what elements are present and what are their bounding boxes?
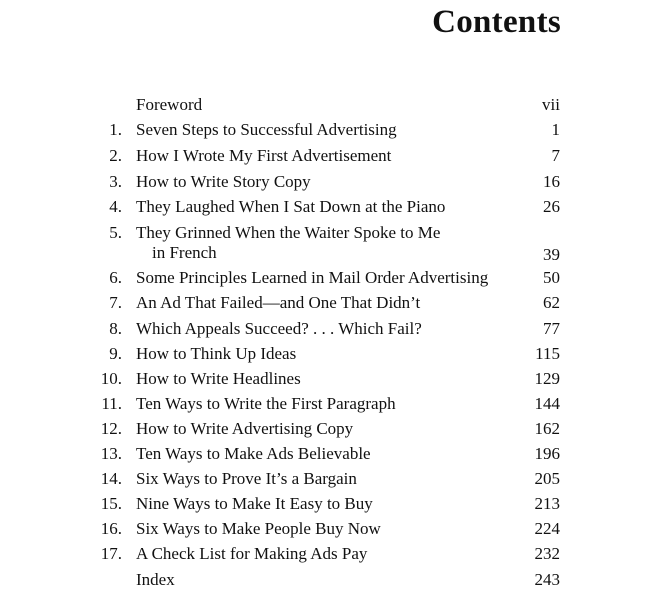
entry-page-number: 7	[551, 146, 560, 165]
toc-entry-chapter-1[interactable]	[0, 120, 650, 144]
toc-entry-index[interactable]	[0, 570, 650, 594]
entry-title-text: How to Write Advertising Copy	[136, 419, 354, 438]
entry-title-text: Ten Ways to Write the First Paragraph	[136, 394, 396, 413]
entry-number: 9.	[109, 344, 122, 363]
entry-page-number: 213	[534, 494, 560, 513]
entry-title-text: How to Write Headlines	[136, 369, 301, 388]
page-title: Contents	[432, 4, 561, 40]
entry-number: 17.	[100, 544, 122, 563]
entry-title	[136, 95, 531, 115]
entry-title-text: They Laughed When I Sat Down at the Piano	[136, 197, 446, 216]
entry-number: 6.	[109, 268, 122, 287]
entry-title-text: How I Wrote My First Advertisement	[136, 146, 392, 165]
entry-page-number: 196	[534, 444, 560, 463]
entry-number: 13.	[100, 444, 122, 463]
entry-title	[136, 394, 531, 414]
toc-entry-chapter-4[interactable]	[0, 197, 650, 221]
entry-title-text: An Ad That Failed—and One That Didn’t	[136, 293, 421, 312]
entry-number: 3.	[109, 172, 122, 191]
entry-page-number: 224	[534, 519, 560, 538]
entry-page-number: 50	[543, 268, 560, 287]
entry-title	[136, 172, 531, 192]
entry-number: 11.	[101, 394, 122, 413]
entry-number: 2.	[109, 146, 122, 165]
toc-entry-foreword[interactable]	[0, 95, 650, 119]
entry-title	[136, 197, 531, 217]
entry-page-number: 26	[543, 197, 560, 216]
toc-entry-chapter-16[interactable]	[0, 519, 650, 543]
entry-title	[136, 344, 531, 364]
toc-entry-chapter-13[interactable]	[0, 444, 650, 468]
entry-page-number: 77	[543, 319, 560, 338]
entry-number: 12.	[100, 419, 122, 438]
entry-title	[136, 223, 531, 263]
entry-page-number: 243	[534, 570, 560, 589]
entry-title	[136, 544, 531, 564]
entry-title-text: Seven Steps to Successful Advertising	[136, 120, 397, 139]
toc-entry-chapter-7[interactable]	[0, 293, 650, 317]
entry-title	[136, 146, 531, 166]
entry-title	[136, 570, 531, 590]
entry-number: 7.	[109, 293, 122, 312]
entry-page-number: 115	[535, 344, 560, 363]
entry-title-text: Index	[136, 570, 175, 589]
entry-number: 14.	[100, 469, 122, 488]
entry-title-text: They Grinned When the Waiter Spoke to Me	[136, 223, 441, 242]
entry-title-text: A Check List for Making Ads Pay	[136, 544, 368, 563]
entry-title	[136, 369, 531, 389]
toc-entry-chapter-17[interactable]	[0, 544, 650, 568]
entry-number: 10.	[100, 369, 122, 388]
entry-title	[136, 419, 531, 439]
entry-title	[136, 120, 531, 140]
entry-title-text: Nine Ways to Make It Easy to Buy	[136, 494, 373, 513]
entry-title-text: Some Principles Learned in Mail Order Advertising	[136, 268, 489, 287]
entry-title-text: How to Think Up Ideas	[136, 344, 297, 363]
entry-number: 16.	[100, 519, 122, 538]
entry-title	[136, 519, 531, 539]
entry-number: 15.	[100, 494, 122, 513]
entry-title-text: Which Appeals Succeed? . . . Which Fail?	[136, 319, 422, 338]
entry-page-number: 16	[543, 172, 560, 191]
entry-page-number: 162	[534, 419, 560, 438]
entry-title-continuation: in French	[152, 243, 217, 262]
entry-title-text: How to Write Story Copy	[136, 172, 311, 191]
entry-page-number: vii	[542, 95, 560, 114]
entry-title-text: Foreword	[136, 95, 203, 114]
entry-title	[136, 319, 531, 339]
entry-title	[136, 469, 531, 489]
entry-title	[136, 494, 531, 514]
toc-entry-chapter-10[interactable]	[0, 369, 650, 393]
entry-page-number: 129	[534, 369, 560, 388]
toc-entry-chapter-2[interactable]	[0, 146, 650, 170]
entry-title-text: Six Ways to Make People Buy Now	[136, 519, 381, 538]
entry-page-number: 232	[534, 544, 560, 563]
toc-entry-chapter-15[interactable]	[0, 494, 650, 518]
toc-entry-chapter-12[interactable]	[0, 419, 650, 443]
entry-page-number: 62	[543, 293, 560, 312]
toc-entry-chapter-6[interactable]	[0, 268, 650, 292]
entry-number: 1.	[109, 120, 122, 139]
toc-entry-chapter-14[interactable]	[0, 469, 650, 493]
entry-number: 5.	[109, 223, 122, 242]
entry-page-number: 39	[543, 245, 560, 264]
toc-entry-chapter-8[interactable]	[0, 319, 650, 343]
entry-title	[136, 444, 531, 464]
toc-entry-chapter-5[interactable]	[0, 223, 650, 267]
entry-number: 8.	[109, 319, 122, 338]
entry-page-number: 1	[551, 120, 560, 139]
entry-page-number: 205	[534, 469, 560, 488]
entry-title-text: Six Ways to Prove It’s a Bargain	[136, 469, 357, 488]
entry-title	[136, 268, 531, 288]
toc-entry-chapter-11[interactable]	[0, 394, 650, 418]
toc-entry-chapter-3[interactable]	[0, 172, 650, 196]
entry-title	[136, 293, 531, 313]
entry-number: 4.	[109, 197, 122, 216]
toc-entry-chapter-9[interactable]	[0, 344, 650, 368]
entry-title-text: Ten Ways to Make Ads Believable	[136, 444, 371, 463]
entry-page-number: 144	[534, 394, 560, 413]
